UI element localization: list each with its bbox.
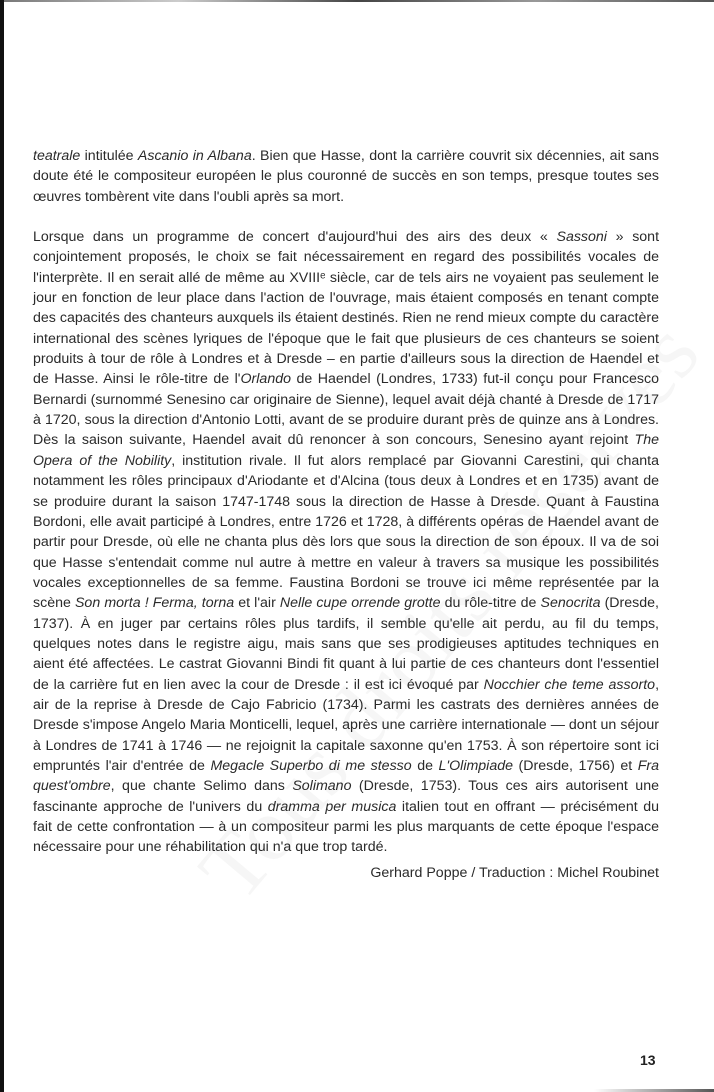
scan-edge-top <box>0 0 714 2</box>
italic-title: Son morta ! Ferma, torna <box>74 595 235 612</box>
text-run: (Dresde, 1753). Tous ces airs autorisent une fascinante approche de l'univers du <box>33 778 659 815</box>
italic-title: Nocchier che teme assorto <box>483 676 656 693</box>
italic-title: Solimano <box>292 778 352 795</box>
text-run: (Dresde, 1756) et <box>513 757 638 774</box>
italic-title: Orlando <box>240 371 291 388</box>
text-run: , que chante Selimo dans <box>110 778 293 795</box>
text-run: italien tout en offrant — précisément du fait de cette confrontation — à un compositeur parmi les plus marquants de cette époque l'espace nécessaire pour une réhabilitation qui n'a que trop tardé. <box>33 798 659 856</box>
text-run: » sont conjointement proposés, le choix se fait nécessairement en regard des possibilités vocales de l'interprète. Il en serait allé de même au XVIIIᵉ siècle, car de tels airs ne voyaient pas seulement le jour en fonction de leur place dans l'action de l'ouvrage, mais étaient composés en tenant compte des capacités des chanteurs auxquels ils étaient destinés. Rien ne rend mieux compte du caractère international des scènes lyriques de l'époque que le fait que plusieurs de ces chanteurs se soient produits à tour de rôle à Londres et à Dresde – en partie d'ailleurs sous la direction de Haendel et de Hasse. Ainsi le rôle-titre de l' <box>33 229 660 388</box>
italic-title: Nelle cupe orrende grotte <box>279 595 441 612</box>
text-run: , institution rivale. Il fut alors remplacé par Giovanni Carestini, qui chanta notamment les rôles principaux d'Ariodante et d'Alcina (tous deux à Londres et en 1735) avant de se produire durant la saison 1747-1748 sous la direction de Hasse à Dresde. Quant à Faustina Bordoni, elle avait participé à Londres, entre 1726 et 1728, à différents opéras de Haendel avant de partir pour Dresde, où elle ne chanta plus dès lors que sous la direction de son époux. Il va de soi que Hasse s'entendait comme nul autre à mettre en valeur à travers sa musique les possibilités vocales exceptionnelles de sa femme. Faustina Bordoni se trouve ici même représentée par la scène <box>33 452 659 612</box>
text-run: intitulée <box>80 148 138 164</box>
italic-title: Sassoni <box>556 229 607 246</box>
text-run: . Bien que Hasse, dont la carrière couvrit six décennies, ait sans doute été le compositeur européen le plus couronné de succès en son temps, presque toutes ses œuvres tombèrent vite dans l'oubli après sa mort. <box>33 148 659 205</box>
page-number: 13 <box>640 1052 656 1068</box>
text-run: de Haendel (Londres, 1733) fut-il conçu pour Francesco Bernardi (surnommé Senesino car originaire de Sienne), lequel avait déjà chanté à Dresde de 1717 à 1720, sous la direction d'Antonio Lotti, avant de se produire durant près de quinze ans à Londres. Dès la saison suivante, Haendel avait dû renoncer à son concours, Senesino ayant rejoint <box>33 371 659 449</box>
text-run: , air de la reprise à Dresde de Cajo Fabricio (1734). Parmi les castrats des dernières années de Dresde s'impose Angelo Maria Monticelli, lequel, après une carrière internationale — dont un séjour à Londres de 1741 à 1746 — ne rejoignit la capitale saxonne qu'en 1753. À son répertoire sont ici empruntés l'air d'entrée de <box>33 676 660 774</box>
paragraph-1 <box>33 146 659 207</box>
italic-title: Senocrita <box>540 595 601 612</box>
italic-title: The Opera of the Nobility <box>33 432 659 469</box>
author-signature: Gerhard Poppe / Traduction : Michel Roubinet <box>370 864 659 881</box>
scan-edge-left <box>0 0 4 1092</box>
italic-title: teatrale <box>33 148 81 164</box>
text-run: de <box>411 757 439 774</box>
italic-title: Fra quest'ombre <box>33 757 659 795</box>
italic-title: L'Olimpiade <box>438 757 514 774</box>
italic-title: Ascanio in Albana <box>137 148 252 164</box>
page-body <box>33 146 659 883</box>
italic-title: dramma per musica <box>267 798 397 815</box>
text-run: et l'air <box>234 595 280 612</box>
text-run: du rôle-titre de <box>440 595 541 612</box>
text-run: Lorsque dans un programme de concert d'aujourd'hui des airs des deux « <box>33 229 557 246</box>
text-run: (Dresde, 1737). À en juger par certains rôles plus tardifs, il semble qu'elle ait perdu, au fil du temps, quelques notes dans le registre aigu, mais sans que ses prodigieuses aptitudes techniques en aient été affectées. Le castrat Giovanni Bindi fit quant à lui partie de ces chanteurs dont l'essentiel de la carrière fut en lien avec la cour de Dresde : il est ici évoqué par <box>33 595 659 693</box>
paragraph-2 <box>33 227 659 858</box>
italic-title: Megacle Superbo di me stesso <box>210 757 412 774</box>
